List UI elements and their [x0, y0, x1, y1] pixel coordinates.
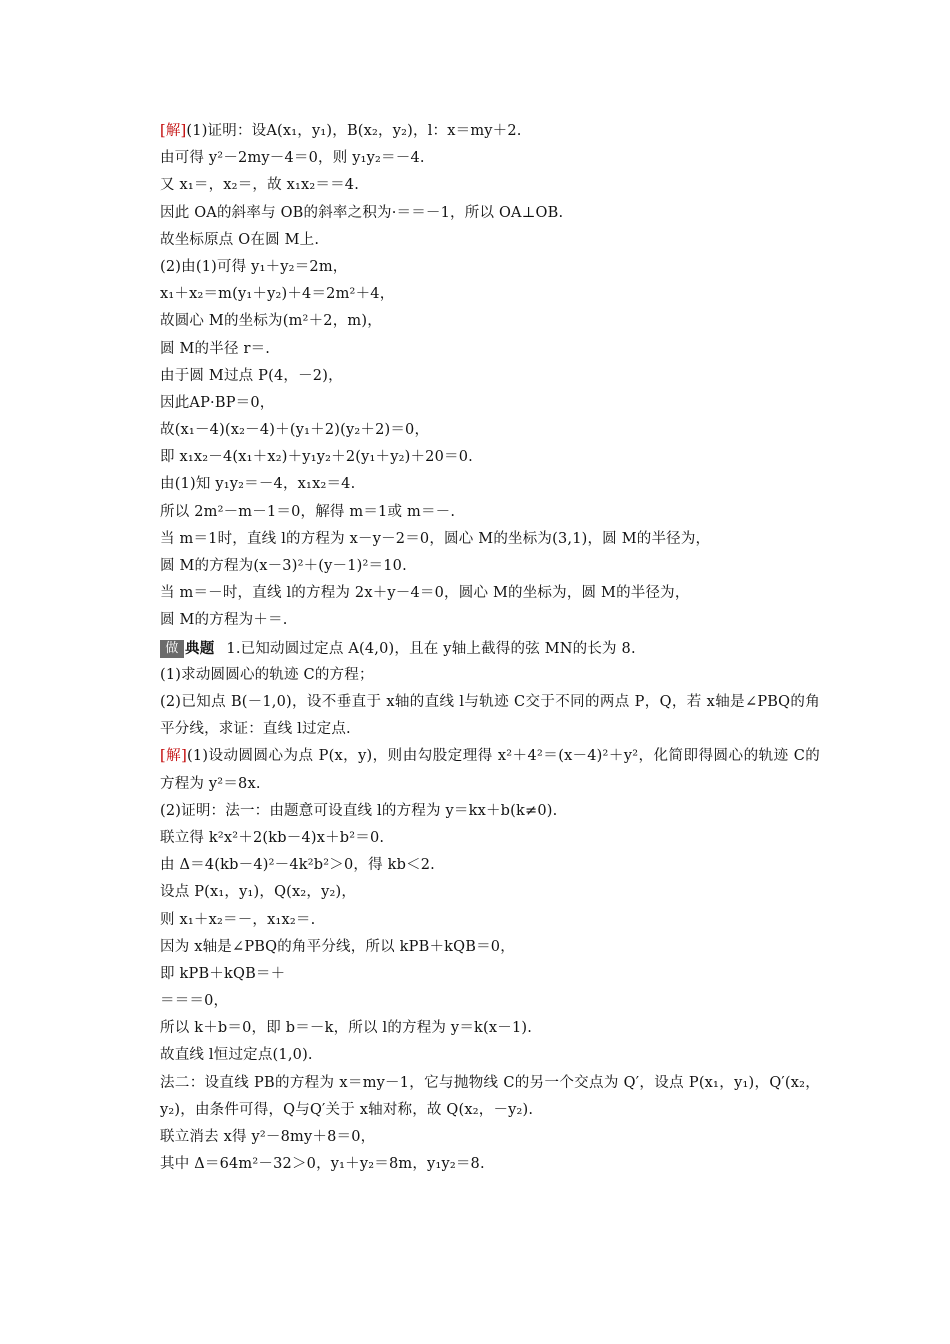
solution-line-3: 又 x₁＝，x₂＝，故 x₁x₂＝＝4. [160, 177, 360, 194]
solution-line-7: x₁＋x₂＝m(y₁＋y₂)＋4＝2m²＋4， [160, 286, 395, 303]
example-solution-line-10: 故直线 l恒过定点(1,0). [160, 1047, 313, 1064]
example-solution-line-1: (2)证明：法一：由题意可设直线 l的方程为 y＝kx＋b(k≠0). [160, 802, 558, 819]
example-solution-line-4: 设点 P(x₁，y₁)，Q(x₂，y₂)， [160, 884, 357, 901]
example-question-1: (1)求动圆圆心的轨迹 C的方程； [160, 666, 374, 683]
solution-line-11: 因此AP·BP＝0， [160, 394, 275, 411]
example-solution-line-2: 联立得 k²x²＋2(kb－4)x＋b²＝0. [160, 829, 385, 846]
example-solution-line-5: 则 x₁＋x₂＝－，x₁x₂＝. [160, 911, 316, 928]
example-badge-label: 典题 [185, 639, 215, 657]
example-solution-tag: [解] [160, 748, 188, 765]
solution-line-13: 即 x₁x₂－4(x₁＋x₂)＋y₁y₂＋2(y₁＋y₂)＋20＝0. [160, 449, 473, 466]
example-solution-line-9: 所以 k＋b＝0，即 b＝－k，所以 l的方程为 y＝k(x－1). [160, 1020, 533, 1037]
example-solution-tail-2: 其中 Δ＝64m²－32＞0，y₁＋y₂＝8m，y₁y₂＝8. [160, 1156, 485, 1173]
example-solution-tail-1: 联立消去 x得 y²－8my＋8＝0， [160, 1129, 376, 1146]
example-problem-line [140, 635, 820, 662]
solution-line-1: [解](1)证明：设A(x₁，y₁)，B(x₂，y₂)，l：x＝my＋2. [160, 123, 522, 139]
solution-line-2: 由可得 y²－2my－4＝0，则 y₁y₂＝－4. [160, 150, 425, 167]
solution-line-17: 圆 M的方程为(x－3)²＋(y－1)²＝10. [160, 558, 407, 574]
solution-line-6: (2)由(1)可得 y₁＋y₂＝2m， [160, 258, 348, 275]
document-body [140, 118, 820, 1178]
solution-line-12: 故(x₁－4)(x₂－4)＋(y₁＋2)(y₂＋2)＝0， [160, 422, 430, 439]
solution-line-19: 圆 M的方程为＋＝. [160, 612, 288, 629]
solution-line-16: 当 m＝1时，直线 l的方程为 x－y－2＝0，圆心 M的坐标为(3,1)，圆 M的半径为， [160, 530, 711, 547]
solution-line-5: 故坐标原点 O在圆 M上. [160, 231, 320, 248]
solution-line-8: 故圆心 M的坐标为(m²＋2，m)， [160, 313, 382, 330]
solution-line-14: 由(1)知 y₁y₂＝－4，x₁x₂＝4. [160, 476, 356, 493]
solution-line-18: 当 m＝－时，直线 l的方程为 2x＋y－4＝0，圆心 M的坐标为，圆 M的半径为， [160, 585, 690, 602]
solution-line-15: 所以 2m²－m－1＝0，解得 m＝1或 m＝－. [160, 503, 456, 520]
example-solution-part-1: [解](1)设动圆圆心为点 P(x，y)，则由勾股定理得 x²＋4²＝(x－4)²＋y²，化简即得圆心的轨迹 C的方程为 y²＝8x. [160, 748, 820, 792]
example-solution-line-7: 即 kPB＋kQB＝＋ [160, 965, 286, 982]
solution-line-4: 因此 OA的斜率与 OB的斜率之积为·＝＝－1，所以 OA⊥OB. [160, 204, 564, 221]
solution-line-9: 圆 M的半径 r＝. [160, 340, 271, 357]
example-badge: 做 [160, 640, 184, 658]
example-solution-line-3: 由 Δ＝4(kb－4)²－4k²b²＞0，得 kb＜2. [160, 857, 435, 874]
example-problem: 1.已知动圆过定点 A(4,0)，且在 y轴上截得的弦 MN的长为 8. [226, 640, 636, 657]
solution-line-10: 由于圆 M过点 P(4，－2)， [160, 367, 343, 384]
example-solution-line-8: ＝＝＝0， [160, 993, 229, 1010]
solution-tag: [解] [160, 123, 187, 139]
example-question-2: (2)已知点 B(－1,0)，设不垂直于 x轴的直线 l与轨迹 C交于不同的两点 P，Q，若 x轴是∠PBQ的角平分线，求证：直线 l过定点. [160, 693, 820, 738]
example-solution-method-2: 法二：设直线 PB的方程为 x＝my－1，它与抛物线 C的另一个交点为 Q′，设点 P(x₁，y₁)，Q′(x₂，y₂)，由条件可得，Q与Q′关于 x轴对称，故 Q(x₂，－y₂). [160, 1074, 820, 1118]
example-solution-line-6: 因为 x轴是∠PBQ的角平分线，所以 kPB＋kQB＝0， [160, 938, 515, 955]
